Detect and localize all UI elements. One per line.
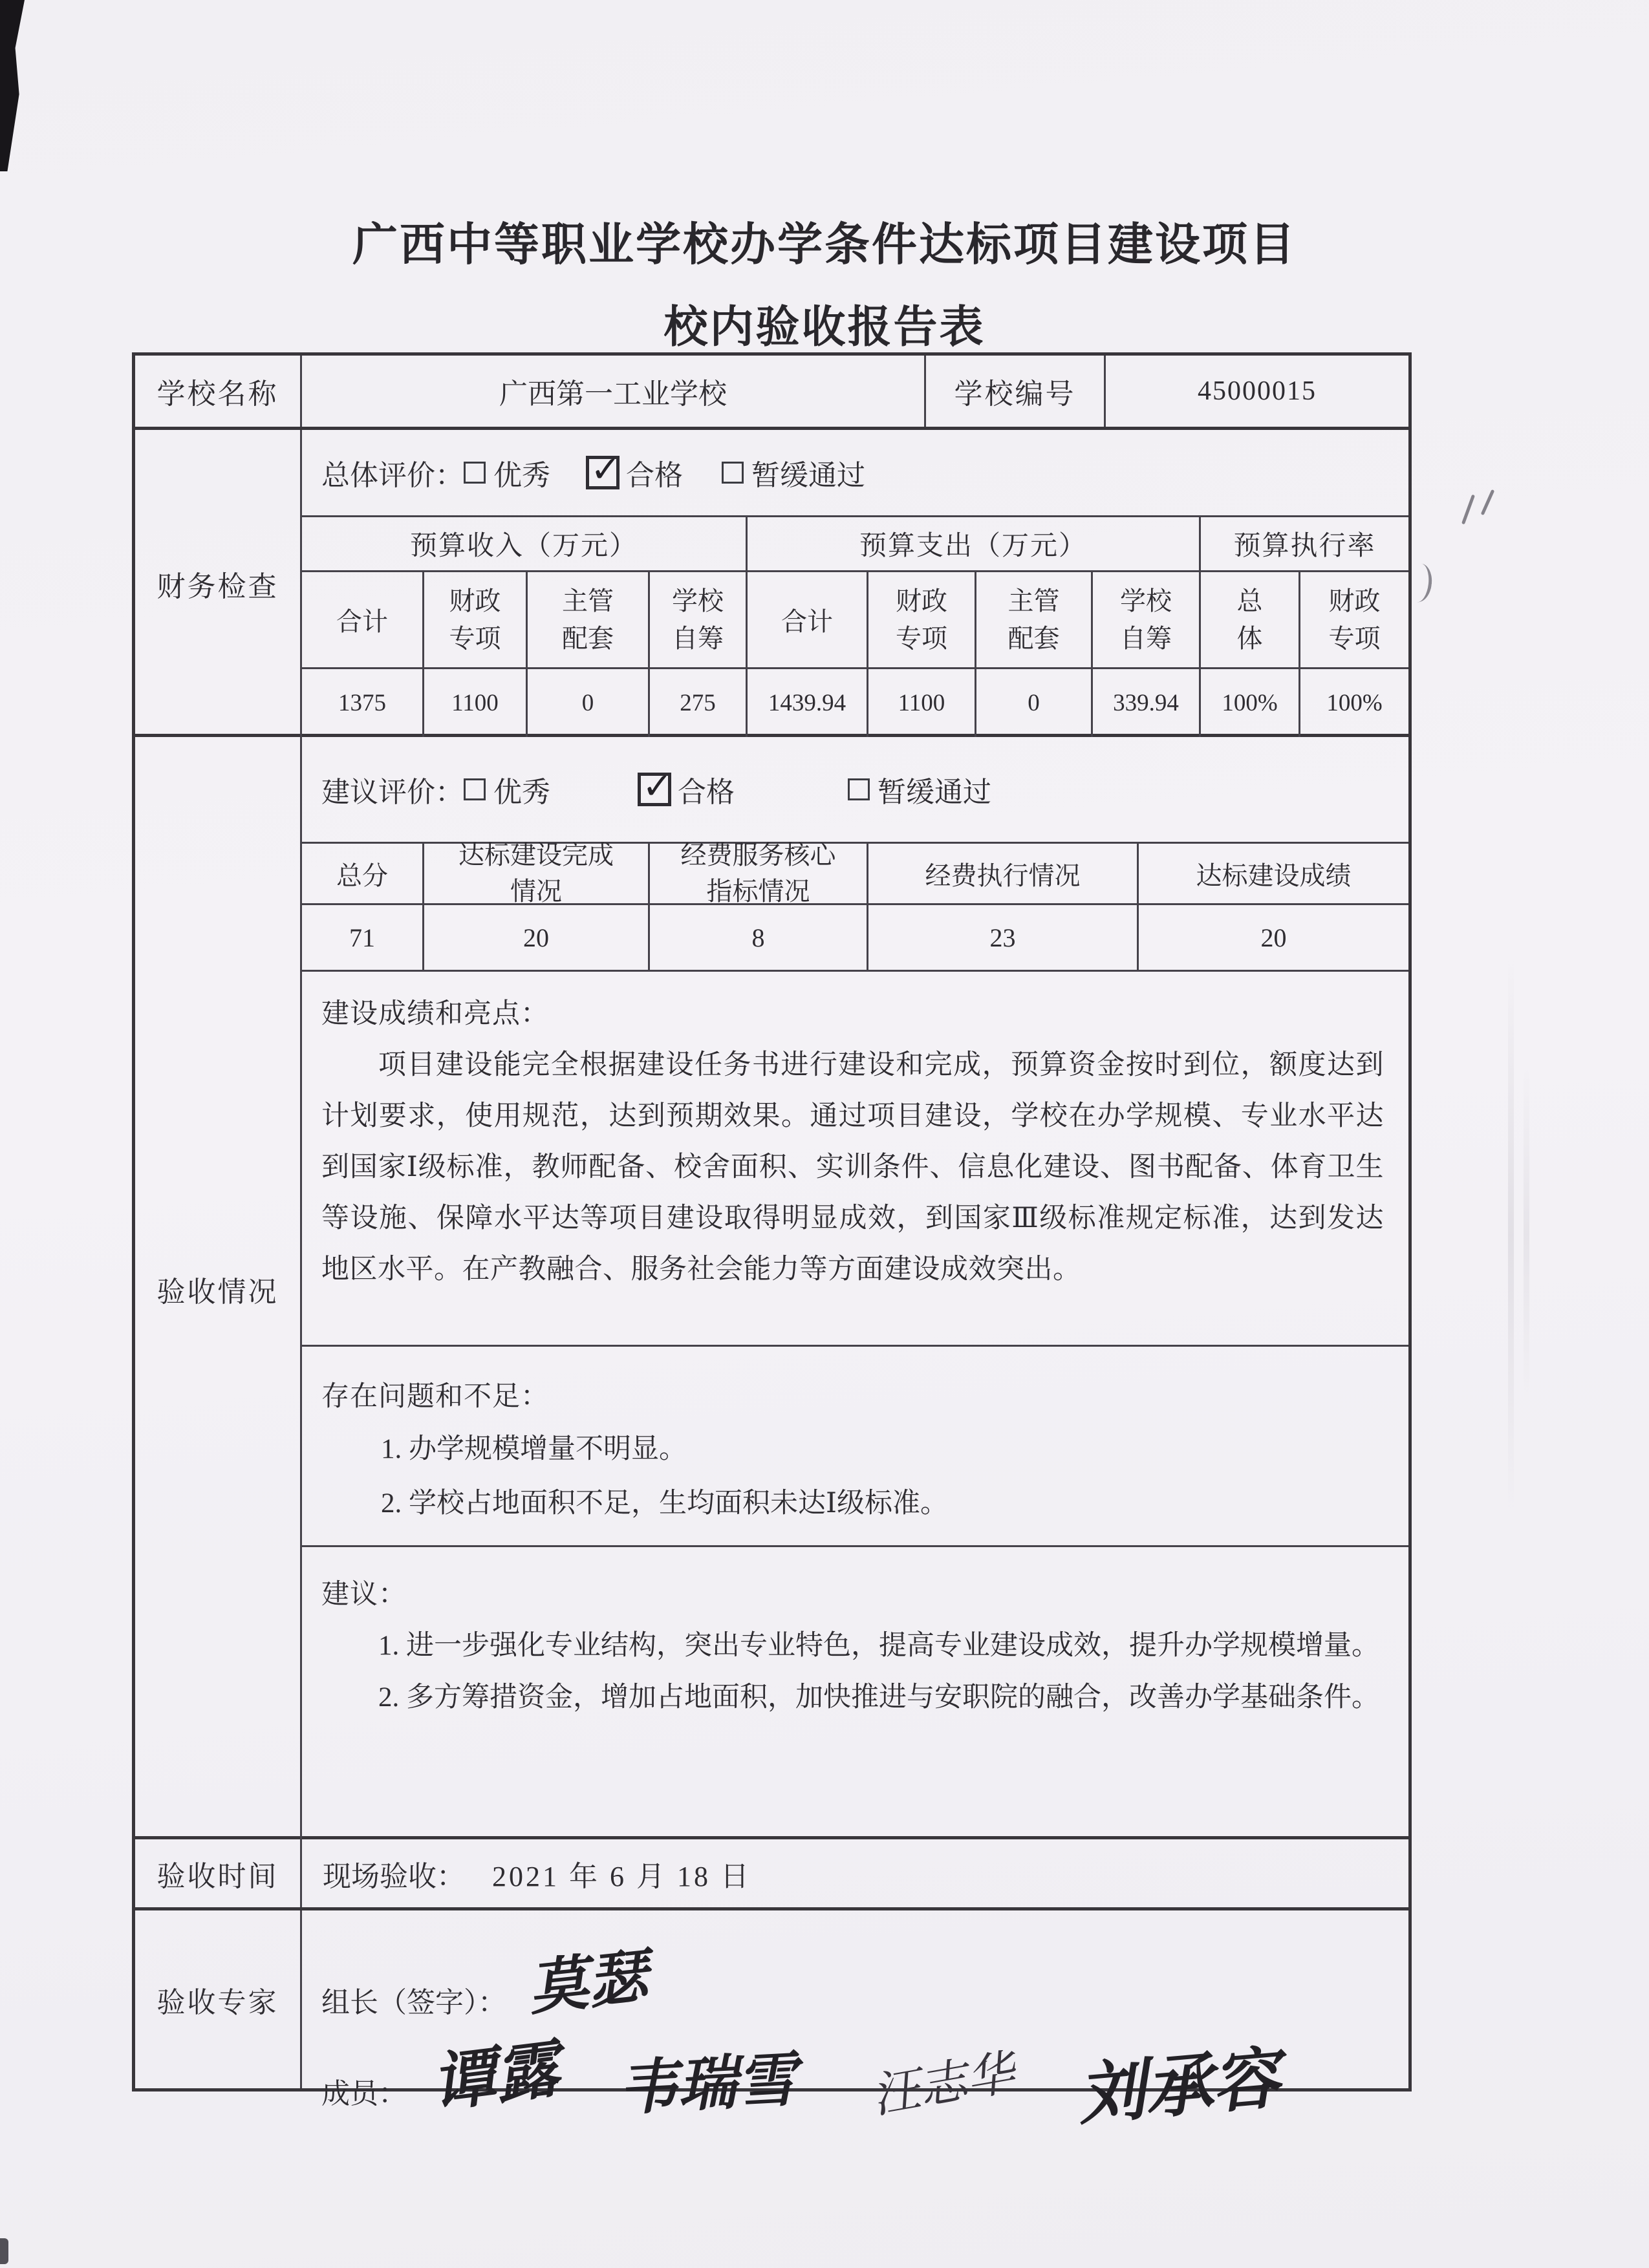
suggestions-block (302, 1547, 1408, 1841)
check-mark-icon: ✓ (642, 765, 673, 808)
score-value: 20 (1260, 923, 1287, 952)
acceptance-section-label: 验收情况 (135, 737, 302, 1841)
experts-section (135, 1910, 1408, 2135)
problems-block (302, 1347, 1408, 1547)
budget-value: 0 (976, 669, 1093, 737)
budget-col-header: 财政专项 (868, 572, 976, 669)
time-section (135, 1839, 1408, 1910)
budget-value: 1100 (868, 669, 976, 737)
score-header: 达标建设完成情况 (424, 844, 650, 905)
member-signature: 汪志华 (867, 2044, 1019, 2124)
report-table (132, 352, 1412, 2135)
overall-evaluation-label: 总体评价： (321, 460, 464, 491)
finance-content (302, 430, 1408, 737)
checkbox-checked-icon (586, 449, 621, 491)
suggestions-heading: 建议： (321, 1579, 407, 1610)
budget-value: 0 (528, 669, 650, 737)
achievements-body: 项目建设能完全根据建设任务书进行建设和完成，预算资金按时到位，额度达到计划要求，使用规范，达到预期效果。通过项目建设，学校在办学规模、专业水平达到国家Ⅰ级标准，教师配备、校舍面积、实训条件、信息化建设、图书配备、体育卫生等设施、保障水平达等项目建设取得明显成效，到国家Ⅲ级标准规定标准，达到发达地区水平。在产教融合、服务社会能力等方面建设成效突出。 (321, 1050, 1384, 1285)
option-excellent (464, 452, 550, 493)
scan-streak (1508, 957, 1514, 1513)
budget-value: 1375 (302, 669, 424, 737)
school-row (135, 356, 1408, 430)
budget-col-header: 总体 (1201, 572, 1300, 669)
score-value: 71 (302, 905, 424, 970)
checkbox-unchecked-icon (464, 778, 486, 800)
suggest-evaluation-label: 建议评价： (321, 776, 464, 808)
suggestion-item: 1. 进一步强化专业结构，突出专业特色，提高专业建设成效，提升办学规模增量。 (378, 1631, 1379, 1661)
achievements-heading: 建设成绩和亮点： (321, 999, 549, 1029)
member-signature: 韦瑞雪 (616, 2044, 799, 2124)
pen-mark (1481, 489, 1495, 515)
problems-heading: 存在问题和不足： (321, 1382, 549, 1412)
time-section-label: 验收时间 (135, 1839, 302, 1907)
school-name-label: 学校名称 (135, 356, 302, 427)
finance-section-label: 财务检查 (135, 430, 302, 737)
suggestion-item: 2. 多方筹措资金，增加占地面积，加快推进与安职院的融合，改善办学基础条件。 (378, 1682, 1379, 1713)
problem-item: 2. 学校占地面积不足，生均面积未达Ⅰ级标准。 (381, 1488, 948, 1519)
experts-section-label: 验收专家 (135, 1910, 302, 2088)
budget-col-header: 主管配套 (528, 572, 650, 669)
budget-col-header: 财政专项 (1300, 572, 1408, 669)
school-code-value: 45000015 (1198, 376, 1317, 406)
option-qualified (586, 449, 683, 493)
score-value: 8 (650, 905, 868, 970)
option-deferred (848, 769, 991, 810)
pen-mark (1461, 495, 1475, 525)
option-qualified (638, 765, 735, 810)
school-name-value: 广西第一工业学校 (302, 356, 926, 427)
option-excellent-label: 优秀 (493, 460, 550, 491)
time-value (302, 1839, 1408, 1907)
finance-section (135, 430, 1408, 737)
checkbox-unchecked-icon (464, 462, 486, 484)
scan-edge-artifact (0, 0, 25, 171)
member-signature: 刘承容 (1074, 2037, 1283, 2135)
school-code-label: 学校编号 (926, 356, 1106, 427)
time-date: 2021 年 6 月 18 日 (492, 1860, 751, 1892)
budget-execution-group-header: 预算执行率 (1201, 517, 1408, 572)
budget-table (302, 517, 1408, 737)
members-label: 成员： (321, 2078, 407, 2110)
budget-value: 1439.94 (748, 669, 868, 737)
checkbox-unchecked-icon (848, 778, 870, 800)
option-excellent (464, 769, 550, 810)
option-deferred-label: 暂缓通过 (878, 776, 991, 808)
budget-value: 100% (1201, 669, 1300, 737)
budget-value: 339.94 (1093, 669, 1201, 737)
budget-col-header: 主管配套 (976, 572, 1093, 669)
acceptance-section (135, 737, 1408, 1839)
budget-income-group-header: 预算收入（万元） (302, 517, 748, 572)
budget-col-header: 学校自筹 (1093, 572, 1201, 669)
score-header: 经费执行情况 (868, 844, 1139, 905)
option-qualified-label: 合格 (626, 460, 683, 491)
score-header: 达标建设成绩 (1139, 844, 1408, 905)
checkbox-checked-icon (638, 765, 673, 808)
option-deferred (722, 452, 865, 493)
budget-col-header: 学校自筹 (650, 572, 748, 669)
overall-evaluation-row (302, 430, 1408, 517)
leader-signature: 莫瑟 (525, 1941, 651, 2024)
score-header: 经费服务核心指标情况 (650, 844, 868, 905)
achievements-block (302, 972, 1408, 1347)
check-mark-icon: ✓ (590, 449, 621, 491)
budget-expenditure-group-header: 预算支出（万元） (748, 517, 1201, 572)
budget-col-header: 合计 (748, 572, 868, 669)
member-signature: 谭露 (427, 2031, 563, 2121)
budget-value: 100% (1326, 690, 1383, 716)
scan-streak (1524, 1067, 1529, 1403)
members-signature-line (321, 2026, 1283, 2135)
option-deferred-label: 暂缓通过 (751, 460, 865, 491)
budget-value: 1100 (424, 669, 528, 737)
option-excellent-label: 优秀 (493, 776, 550, 808)
budget-col-header: 财政专项 (424, 572, 528, 669)
suggest-evaluation-row (302, 737, 1408, 844)
document-title-line1: 广西中等职业学校办学条件达标项目建设项目 (352, 219, 1297, 270)
time-prefix: 现场验收： (323, 1860, 465, 1892)
score-header: 总分 (302, 844, 424, 905)
score-value: 20 (424, 905, 650, 970)
budget-value: 275 (650, 669, 748, 737)
leader-signature-line (321, 1941, 651, 2029)
leader-label: 组长（签字）： (321, 1987, 506, 2018)
pen-mark-paren (1412, 563, 1434, 604)
option-qualified-label: 合格 (678, 776, 735, 808)
scan-edge-artifact-bottom (0, 2238, 8, 2264)
problem-item: 1. 办学规模增量不明显。 (381, 1434, 687, 1464)
acceptance-content (302, 737, 1408, 1841)
score-table (302, 840, 1408, 972)
experts-content (302, 1910, 1408, 2135)
budget-col-header: 合计 (302, 572, 424, 669)
document-title-line2: 校内验收报告表 (663, 303, 986, 352)
score-value: 23 (868, 905, 1139, 970)
checkbox-unchecked-icon (722, 462, 744, 484)
